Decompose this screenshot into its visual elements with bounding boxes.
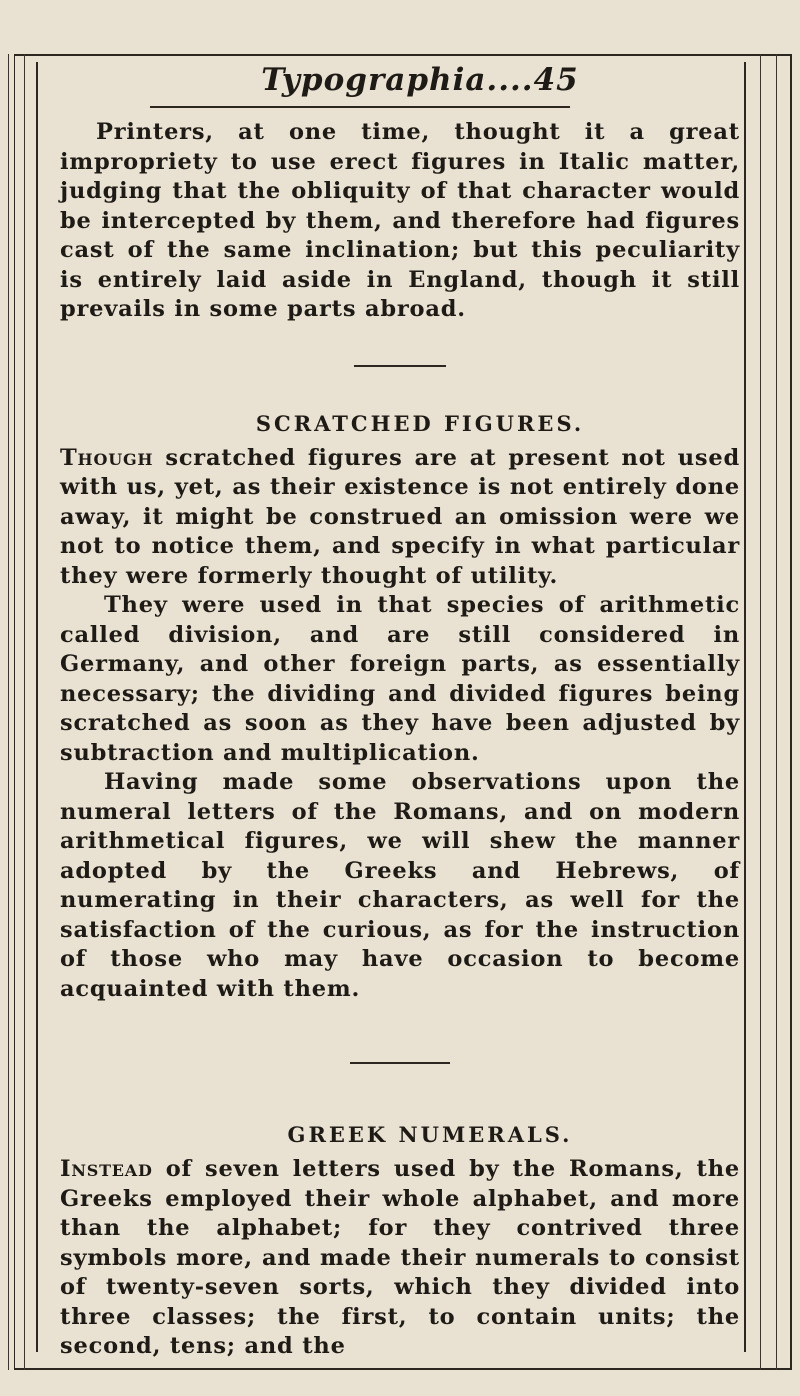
lead-word-though: Though [60,444,154,471]
paragraph-scratched-1 [60,444,740,592]
paragraph-greek-1-text: of seven letters used by the Romans, the Greeks employed their whole alphabet, and more than the alphabet; for they contrived three symbols more, and made their numerals to consist of twenty-seven sorts, which they divided into three classes; the first, to contain units; the second, tens; and the [60,1156,740,1359]
paragraph-scratched-2: They were used in that species of arithmetic called division, and are still considered in Germany, and other foreign parts, as essentially necessary; the dividing and divided figures being scratched as soon as they have been adjusted by subtraction and multiplication. [60,592,740,766]
section-separator [354,365,446,367]
section-separator-2 [350,1062,450,1064]
lead-word-instead: Instead [60,1156,153,1182]
paragraph-scratched-1-text: scratched figures are at present not used with us, yet, as their existence is not entirely done away, it might be construed an omission were we not to notice them, and specify in what particular they were formerly thought of utility. [60,444,740,589]
book-page [60,60,740,1362]
edge-rule-left [8,54,9,1370]
paragraph-greek-1 [60,1155,740,1362]
heading-greek-numerals: GREEK NUMERALS. [287,1122,573,1147]
edge-rule-right [760,54,761,1370]
paragraph-scratched-3: Having made some observations upon the numeral letters of the Romans, and on modern arithmetical figures, we will shew the manner adopted by the Greeks and Hebrews, of numerating in their characters, as well for the satisfaction of the curious, as for the instruction of those who may have occasion to become acquainted with them. [60,769,740,1002]
paragraph-italic-figures: Printers, at one time, thought it a great impropriety to use erect figures in Italic matter, judging that the obliquity of that character would be intercepted by them, and therefore had figures cast of the same inclination; but this peculiarity is entirely laid aside in England, though it still prevails in some parts abroad. [60,119,740,322]
edge-rule-left-2 [24,54,25,1370]
edge-rule-right-2 [776,54,777,1370]
running-head: Typographia....45 [261,62,579,98]
heading-scratched-figures: SCRATCHED FIGURES. [255,410,585,436]
head-rule [150,106,570,108]
